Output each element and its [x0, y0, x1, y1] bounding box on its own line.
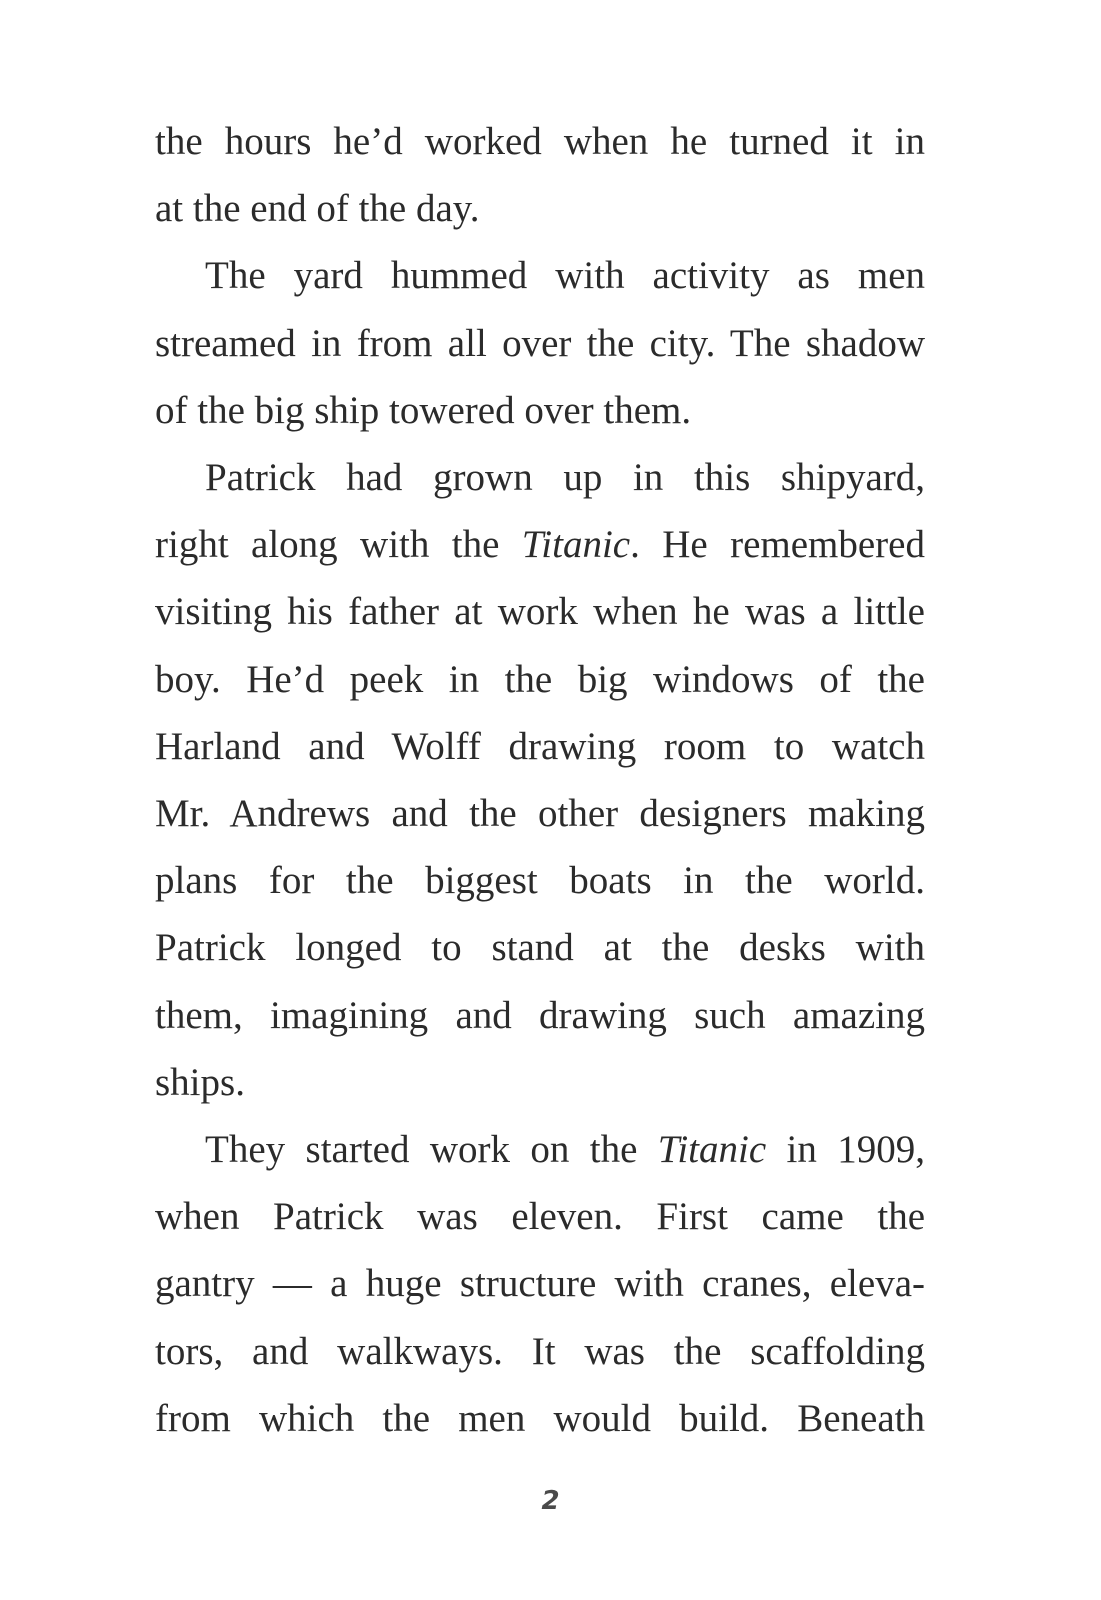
italic-ship-name: Titanic — [521, 523, 631, 567]
paragraph — [155, 108, 925, 242]
text-line: ships. — [155, 1060, 245, 1104]
text-line: Harland and Wolff drawing room to watch — [155, 724, 925, 768]
text-line: The yard hummed with activity as men — [205, 254, 925, 298]
paragraph — [155, 242, 925, 444]
text-line: of the big ship towered over them. — [155, 388, 692, 432]
text-line: plans for the biggest boats in the world. — [155, 859, 925, 903]
text-line: the hours he’d worked when he turned it in — [155, 120, 925, 163]
text-line: Patrick longed to stand at the desks with — [155, 926, 925, 970]
text-line: them, imagining and drawing such amazing — [155, 993, 925, 1037]
text-line: Patrick had grown up in this shipyard, — [205, 456, 925, 500]
text-line: They started work on the Titanic in 1909, — [205, 1128, 926, 1172]
text-line: at the end of the day. — [155, 187, 480, 231]
text-line: when Patrick was eleven. First came the — [155, 1195, 925, 1239]
book-page-text — [155, 108, 925, 1452]
text-line: visiting his father at work when he was a little — [155, 590, 925, 634]
text-line: streamed in from all over the city. The shadow — [155, 321, 925, 365]
paragraph — [155, 1116, 925, 1452]
italic-ship-name: Titanic — [657, 1128, 767, 1172]
text-line: boy. He’d peek in the big windows of the — [155, 657, 925, 701]
text-line: from which the men would build. Beneath — [155, 1396, 925, 1440]
text-line: right along with the Titanic. He remembered — [155, 523, 925, 567]
page-number: 2 — [541, 1486, 560, 1516]
text-line: gantry — a huge structure with cranes, eleva- — [155, 1262, 925, 1306]
text-line: tors, and walkways. It was the scaffolding — [155, 1329, 925, 1373]
text-line: Mr. Andrews and the other designers making — [155, 792, 925, 836]
paragraph — [155, 444, 925, 1116]
